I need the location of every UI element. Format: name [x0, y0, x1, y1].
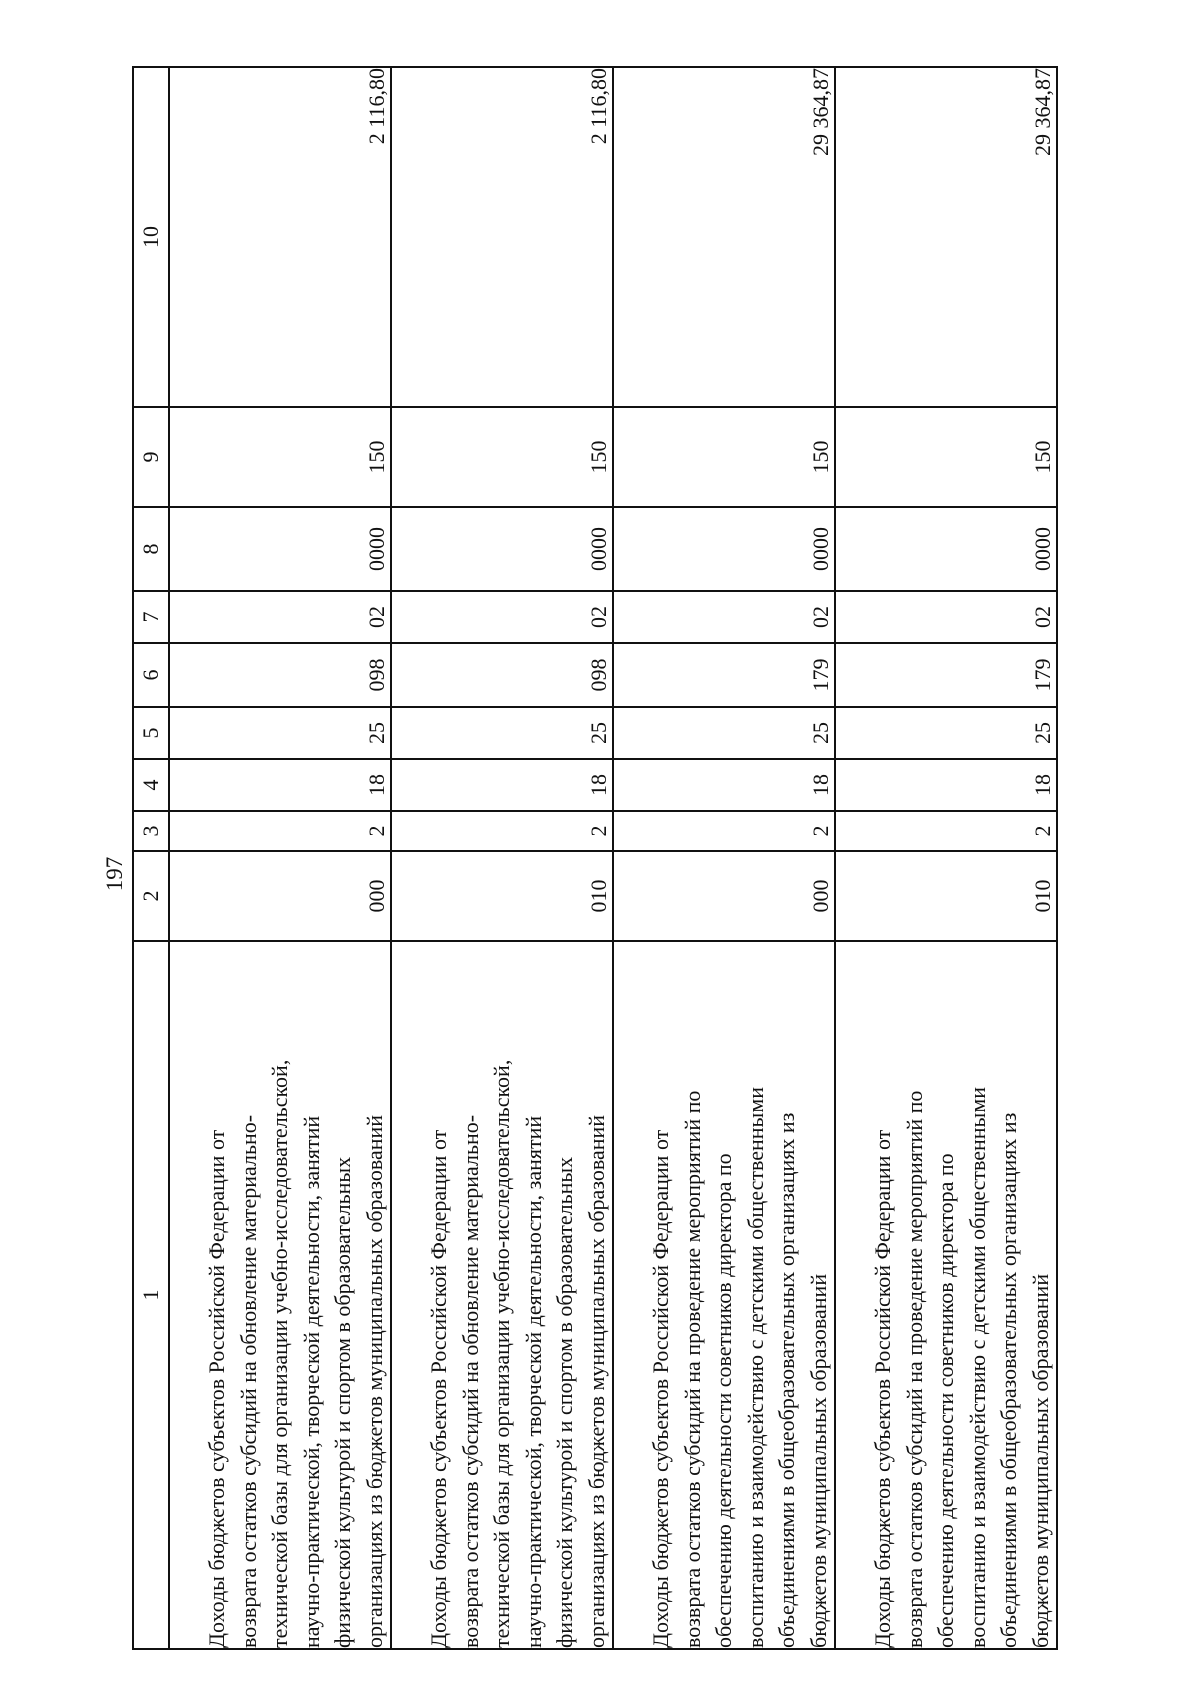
description-line: бюджетов муниципальных образований — [1027, 1273, 1053, 1648]
subarticle-code-cell: 098 — [169, 643, 391, 707]
revenue-description — [391, 941, 613, 1649]
admin-code-cell: 000 — [613, 851, 835, 941]
description-line: Доходы бюджетов субъектов Российской Федерации от — [204, 1129, 229, 1648]
description-line: возврата остатков субсидий на проведение мероприятий по — [679, 1090, 705, 1648]
description-line: воспитанию и взаимодействию с детскими общественными — [964, 1086, 990, 1648]
revenue-description — [835, 941, 1057, 1649]
column-header: 3 — [133, 811, 169, 851]
element-code-cell: 02 — [835, 591, 1057, 643]
subgroup-code-cell: 18 — [835, 759, 1057, 811]
economic-class-code-cell: 150 — [613, 407, 835, 507]
description-line: Доходы бюджетов субъектов Российской Федерации от — [870, 1129, 895, 1648]
amount-cell: 2 116,80 — [169, 67, 391, 407]
column-header: 4 — [133, 759, 169, 811]
description-line: объединениями в общеобразовательных организациях из — [996, 1112, 1021, 1648]
description-line: Доходы бюджетов субъектов Российской Федерации от — [648, 1129, 673, 1648]
description-line: технической базы для организации учебно-исследовательской, — [267, 1059, 292, 1648]
description-line: возврата остатков субсидий на обновление материально- — [235, 1114, 261, 1648]
article-code-cell: 25 — [613, 707, 835, 759]
description-line: организациях из бюджетов муниципальных образований — [361, 1114, 387, 1648]
admin-code-cell: 000 — [169, 851, 391, 941]
economic-class-code-cell: 150 — [391, 407, 613, 507]
description-line: обеспечению деятельности советников директора по — [711, 1153, 736, 1648]
program-code-cell: 0000 — [613, 507, 835, 591]
amount-cell: 2 116,80 — [391, 67, 613, 407]
element-code-cell: 02 — [391, 591, 613, 643]
article-code-cell: 25 — [835, 707, 1057, 759]
subgroup-code-cell: 18 — [391, 759, 613, 811]
column-header: 10 — [133, 67, 169, 407]
description-line: объединениями в общеобразовательных организациях из — [774, 1112, 799, 1648]
program-code-cell: 0000 — [391, 507, 613, 591]
description-line: возврата остатков субсидий на обновление материально- — [457, 1114, 483, 1648]
description-line: научно-практической, творческой деятельности, занятий — [298, 1115, 324, 1648]
description-line: организациях из бюджетов муниципальных образований — [583, 1114, 609, 1648]
page-number: 197 — [102, 856, 127, 892]
economic-class-code-cell: 150 — [169, 407, 391, 507]
table-row — [169, 67, 391, 1649]
description-line: физической культурой и спортом в образовательных — [330, 1156, 355, 1648]
economic-class-code-cell: 150 — [835, 407, 1057, 507]
group-code-cell: 2 — [835, 811, 1057, 851]
program-code-cell: 0000 — [169, 507, 391, 591]
description-line: научно-практической, творческой деятельности, занятий — [520, 1115, 546, 1648]
description-line: воспитанию и взаимодействию с детскими общественными — [742, 1086, 768, 1648]
budget-revenue-table — [132, 66, 1058, 1650]
admin-code-cell: 010 — [391, 851, 613, 941]
column-header: 7 — [133, 591, 169, 643]
rotated-table-wrapper — [132, 68, 1058, 1650]
column-header: 6 — [133, 643, 169, 707]
description-line: возврата остатков субсидий на проведение мероприятий по — [901, 1090, 927, 1648]
element-code-cell: 02 — [169, 591, 391, 643]
description-line: бюджетов муниципальных образований — [805, 1273, 831, 1648]
description-line: физической культурой и спортом в образовательных — [552, 1156, 577, 1648]
subgroup-code-cell: 18 — [613, 759, 835, 811]
column-header: 8 — [133, 507, 169, 591]
subgroup-code-cell: 18 — [169, 759, 391, 811]
header-row — [133, 67, 169, 1649]
column-header: 2 — [133, 851, 169, 941]
article-code-cell: 25 — [391, 707, 613, 759]
admin-code-cell: 010 — [835, 851, 1057, 941]
element-code-cell: 02 — [613, 591, 835, 643]
column-header: 1 — [133, 941, 169, 1649]
group-code-cell: 2 — [169, 811, 391, 851]
group-code-cell: 2 — [613, 811, 835, 851]
table-row — [613, 67, 835, 1649]
program-code-cell: 0000 — [835, 507, 1057, 591]
subarticle-code-cell: 179 — [835, 643, 1057, 707]
amount-cell: 29 364,87 — [613, 67, 835, 407]
table-row — [391, 67, 613, 1649]
description-line: Доходы бюджетов субъектов Российской Федерации от — [426, 1129, 451, 1648]
revenue-description — [169, 941, 391, 1649]
revenue-description — [613, 941, 835, 1649]
description-line: обеспечению деятельности советников директора по — [933, 1153, 958, 1648]
description-line: технической базы для организации учебно-исследовательской, — [489, 1059, 514, 1648]
subarticle-code-cell: 098 — [391, 643, 613, 707]
table-row — [835, 67, 1057, 1649]
article-code-cell: 25 — [169, 707, 391, 759]
group-code-cell: 2 — [391, 811, 613, 851]
subarticle-code-cell: 179 — [613, 643, 835, 707]
amount-cell: 29 364,87 — [835, 67, 1057, 407]
column-header: 9 — [133, 407, 169, 507]
column-header: 5 — [133, 707, 169, 759]
